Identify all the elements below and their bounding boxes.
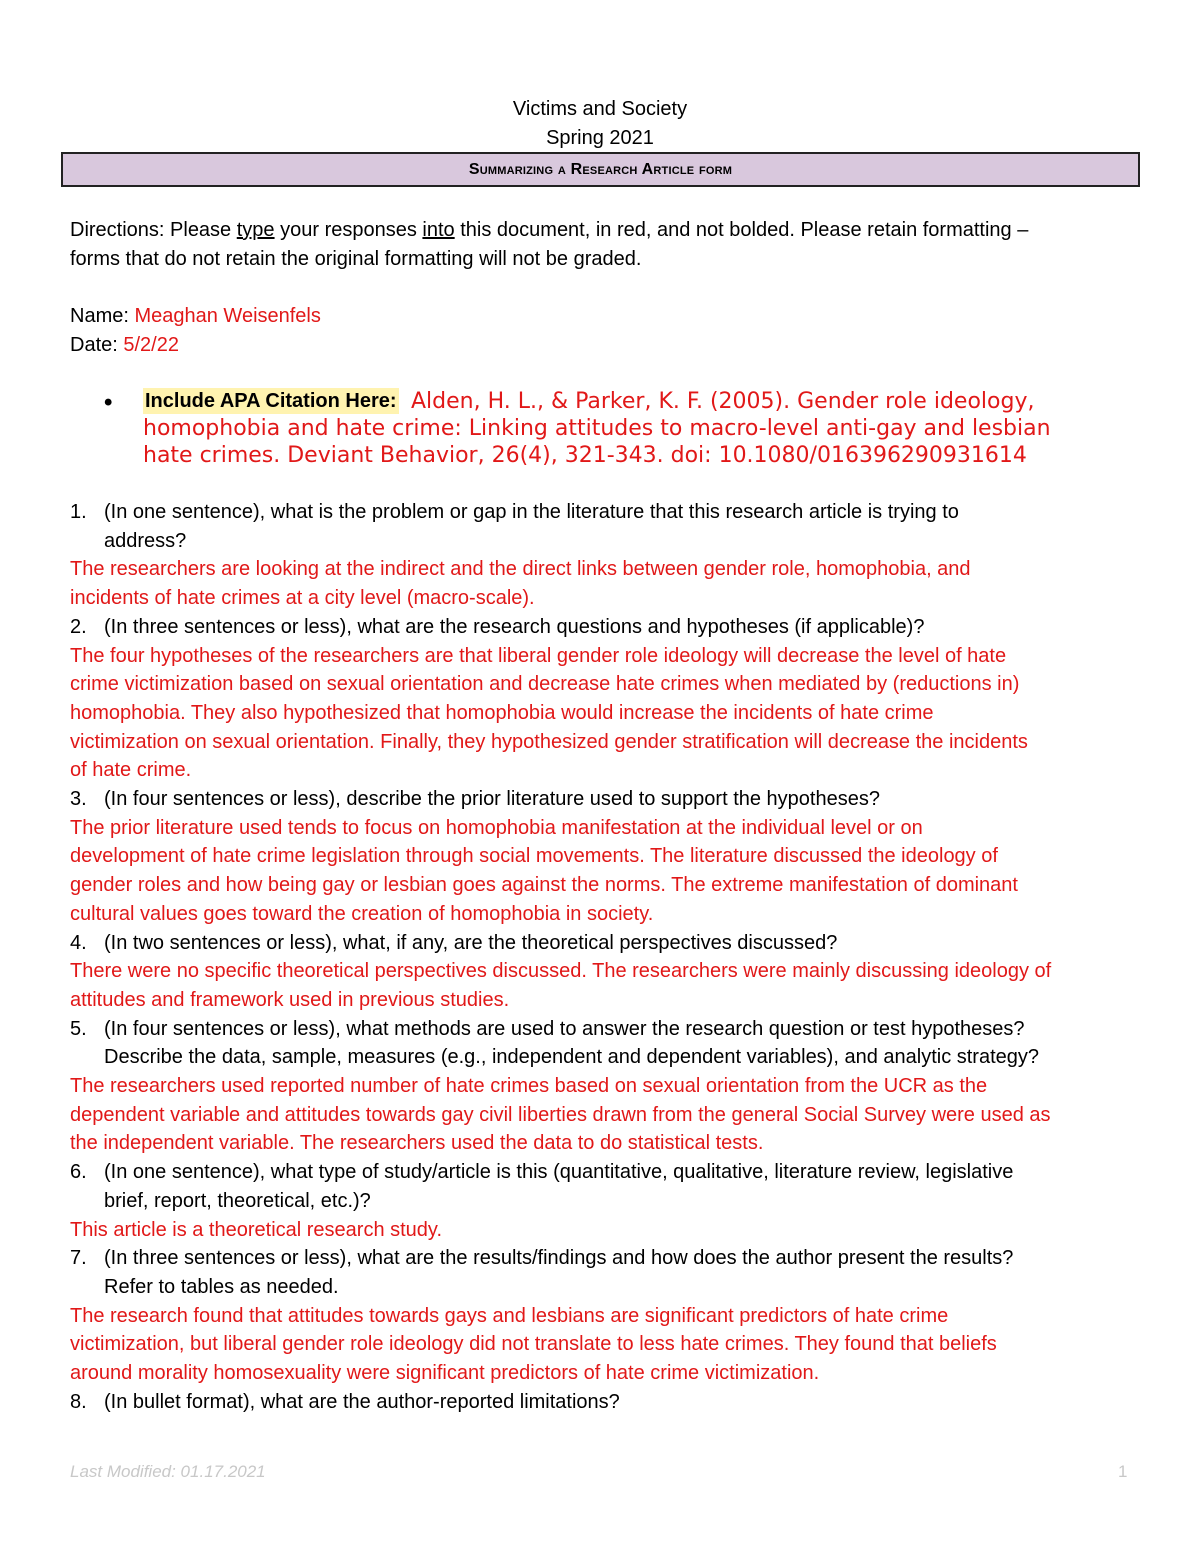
course-title: Victims and Society [512, 98, 688, 120]
answer-7-line-2: victimization, but liberal gender role ideology did not translate to less hate crimes. They found that beliefs [70, 1333, 997, 1356]
answer-3-line-2: development of hate crime legislation through social movements. The literature discussed the ideology of [70, 845, 998, 868]
citation-line-2: homophobia and hate crime: Linking attitudes to macro-level anti-gay and lesbian [143, 416, 1051, 441]
citation-line-1: Alden, H. L., & Parker, K. F. (2005). Gender role ideology, [411, 389, 1035, 414]
answer-2-line-5: of hate crime. [70, 759, 192, 782]
form-title: Summarizing a Research Article form [468, 160, 733, 178]
question-number-1: 1. [70, 501, 87, 523]
question-5-line-2: Describe the data, sample, measures (e.g., independent and dependent variables), and analytic strategy? [104, 1046, 1040, 1069]
date-value: 5/2/22 [123, 334, 179, 356]
name-label: Name: [70, 305, 129, 327]
question-4-line-1: (In two sentences or less), what, if any, are the theoretical perspectives discussed? [104, 931, 838, 954]
footer-page-number: 1 [1118, 1462, 1128, 1481]
name-value: Meaghan Weisenfels [134, 305, 321, 327]
footer-last-modified: Last Modified: 01.17.2021 [70, 1462, 266, 1481]
answer-1-line-1: The researchers are looking at the indirect and the direct links between gender role, homophobia, and [70, 558, 971, 581]
answer-3-line-4: cultural values goes toward the creation of homophobia in society. [70, 902, 654, 925]
answer-4-line-1: There were no specific theoretical perspectives discussed. The researchers were mainly discussing ideology of [70, 960, 1052, 983]
question-8-line-1: (In bullet format), what are the author-reported limitations? [104, 1390, 620, 1413]
citation-line-3: hate crimes. Deviant Behavior, 26(4), 321-343. doi: 10.1080/016396290931614 [143, 443, 1027, 468]
directions-line-1 [70, 216, 1028, 245]
directions-text-b: your responses [274, 219, 423, 241]
citation-label: Include APA Citation Here: [145, 390, 397, 412]
date-label: Date: [70, 334, 118, 356]
answer-2-line-1: The four hypotheses of the researchers are that liberal gender role ideology will decrease the level of hate [70, 644, 1007, 667]
answer-5-line-1: The researchers used reported number of hate crimes based on sexual orientation from the UCR as the [70, 1075, 988, 1097]
answer-3-line-1: The prior literature used tends to focus on homophobia manifestation at the individual level or on [70, 816, 923, 839]
question-7-line-1: (In three sentences or less), what are the results/findings and how does the author present the results? [104, 1247, 1014, 1270]
answer-5-line-3: the independent variable. The researchers used the data to do statistical tests. [70, 1132, 764, 1155]
answer-4-line-2: attitudes and framework used in previous studies. [70, 988, 510, 1011]
question-6-line-1: (In one sentence), what type of study/article is this (quantitative, qualitative, literature review, legislative [104, 1161, 1014, 1184]
date-row [70, 331, 179, 360]
name-row [70, 302, 321, 331]
question-number-6: 6. [70, 1161, 87, 1184]
answer-6-line-1: This article is a theoretical research study. [70, 1218, 443, 1241]
question-7-line-2: Refer to tables as needed. [104, 1275, 339, 1298]
question-1-line-2: address? [104, 529, 187, 552]
question-3-line-1: (In four sentences or less), describe the prior literature used to support the hypotheses? [104, 788, 880, 810]
question-number-3: 3. [70, 788, 87, 810]
answer-1-line-2: incidents of hate crimes at a city level (macro-scale). [70, 587, 535, 610]
answer-2-line-4: victimization on sexual orientation. Finally, they hypothesized gender stratification will decrease the incidents [70, 730, 1028, 753]
course-term: Spring 2021 [546, 127, 654, 149]
directions-into-underlined: into [422, 219, 455, 241]
form-title-box [61, 152, 1140, 187]
answer-2-line-3: homophobia. They also hypothesized that homophobia would increase the incidents of hate crime [70, 701, 934, 724]
directions-text-a: Directions: Please [70, 219, 237, 241]
question-number-4: 4. [70, 931, 87, 954]
question-number-5: 5. [70, 1017, 87, 1040]
answer-2-line-2: crime victimization based on sexual orientation and decrease hate crimes when mediated by (reductions in) [70, 673, 1020, 696]
question-number-2: 2. [70, 615, 87, 638]
answer-5-line-2: dependent variable and attitudes towards gay civil liberties drawn from the general Social Survey were used as [70, 1103, 1051, 1126]
answer-3-line-3: gender roles and how being gay or lesbian goes against the norms. The extreme manifestation of dominant [70, 874, 1018, 897]
answer-7-line-1: The research found that attitudes towards gays and lesbians are significant predictors of hate crime [70, 1304, 949, 1327]
directions-line-2: forms that do not retain the original formatting will not be graded. [70, 248, 642, 270]
question-2-line-1: (In three sentences or less), what are the research questions and hypotheses (if applicable)? [104, 615, 925, 638]
question-1-line-1: (In one sentence), what is the problem or gap in the literature that this research article is trying to [104, 501, 959, 523]
directions-type-underlined: type [236, 219, 275, 241]
directions-text-c: this document, in red, and not bolded. Please retain formatting – [454, 219, 1029, 241]
answer-7-line-3: around morality homosexuality were significant predictors of hate crime victimization. [70, 1362, 820, 1384]
question-number-7: 7. [70, 1247, 87, 1270]
citation-bullet: • [104, 389, 113, 416]
question-5-line-1: (In four sentences or less), what methods are used to answer the research question or test hypotheses? [104, 1017, 1025, 1040]
question-6-line-2: brief, report, theoretical, etc.)? [104, 1189, 371, 1212]
question-number-8: 8. [70, 1390, 87, 1413]
